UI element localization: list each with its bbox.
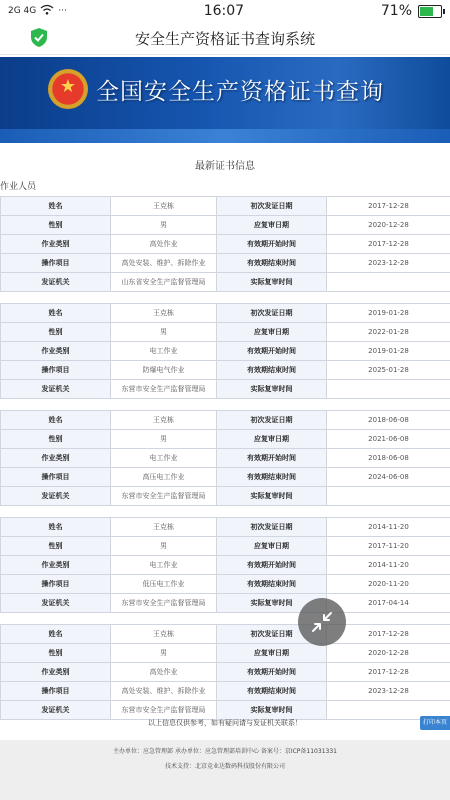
record-row <box>1 273 450 292</box>
field-label-name: 姓名 <box>1 304 111 323</box>
field-value-first-date: 2014-11-20 <box>327 518 450 537</box>
field-value-project: 高压电工作业 <box>111 468 217 487</box>
collapse-arrows-icon <box>310 610 334 634</box>
field-value-authority: 山东省安全生产监督管理局 <box>111 273 217 292</box>
field-value-authority: 东营市安全生产监督管理局 <box>111 594 217 613</box>
field-label-valid-end: 有效期结束时间 <box>217 468 327 487</box>
shield-icon <box>30 27 48 48</box>
field-value-valid-end: 2020-11-20 <box>327 575 450 594</box>
field-value-project: 低压电工作业 <box>111 575 217 594</box>
field-label-name: 姓名 <box>1 625 111 644</box>
field-label-project: 操作项目 <box>1 682 111 701</box>
record-row <box>1 625 450 644</box>
record-row <box>1 411 450 430</box>
field-value-category: 高处作业 <box>111 663 217 682</box>
field-value-review-date: 2017-11-20 <box>327 537 450 556</box>
record-row <box>1 197 450 216</box>
footer-line-support: 技术支持：北京竞业达数码科技股份有限公司 <box>164 763 285 770</box>
field-label-category: 作业类别 <box>1 342 111 361</box>
battery-group <box>381 3 442 19</box>
field-label-authority: 发证机关 <box>1 273 111 292</box>
field-value-name: 王克栋 <box>111 197 217 216</box>
record-row <box>1 487 450 506</box>
field-value-category: 电工作业 <box>111 556 217 575</box>
app-title-bar <box>0 22 450 55</box>
field-label-name: 姓名 <box>1 411 111 430</box>
field-label-project: 操作项目 <box>1 468 111 487</box>
field-value-first-date: 2017-12-28 <box>327 625 450 644</box>
field-value-valid-start: 2019-01-28 <box>327 342 450 361</box>
field-label-valid-end: 有效期结束时间 <box>217 575 327 594</box>
field-label-first-date: 初次发证日期 <box>217 625 327 644</box>
field-value-valid-start: 2017-12-28 <box>327 235 450 254</box>
record-row <box>1 644 450 663</box>
field-value-valid-end: 2023-12-28 <box>327 254 450 273</box>
record-row <box>1 216 450 235</box>
field-value-actual-review <box>327 380 450 399</box>
banner-ribbon <box>0 129 450 143</box>
record-row <box>1 468 450 487</box>
record-row <box>1 235 450 254</box>
field-value-actual-review <box>327 487 450 506</box>
field-value-project: 防爆电气作业 <box>111 361 217 380</box>
field-value-valid-end: 2024-06-08 <box>327 468 450 487</box>
field-value-valid-end: 2025-01-28 <box>327 361 450 380</box>
battery-percent: 71% <box>380 3 412 19</box>
certificate-record <box>0 303 450 399</box>
record-row <box>1 594 450 613</box>
field-value-gender: 男 <box>111 644 217 663</box>
field-value-authority: 东营市安全生产监督管理局 <box>111 487 217 506</box>
field-value-gender: 男 <box>111 430 217 449</box>
battery-icon <box>418 5 442 18</box>
signal-group <box>8 4 67 18</box>
field-label-valid-end: 有效期结束时间 <box>217 254 327 273</box>
field-label-valid-end: 有效期结束时间 <box>217 682 327 701</box>
footer-line-organizer: 主办单位：应急管理部 承办单位：应急管理部培训中心 备案号：京ICP备11031331 <box>113 748 337 755</box>
section-subtitle: 作业人员 <box>0 182 37 192</box>
field-value-review-date: 2022-01-28 <box>327 323 450 342</box>
status-bar <box>0 0 450 22</box>
certificate-record <box>0 624 450 720</box>
field-value-name: 王克栋 <box>111 518 217 537</box>
field-value-gender: 男 <box>111 537 217 556</box>
field-label-gender: 性别 <box>1 537 111 556</box>
field-label-actual-review: 实际复审时间 <box>217 701 327 720</box>
field-value-first-date: 2019-01-28 <box>327 304 450 323</box>
field-label-actual-review: 实际复审时间 <box>217 594 327 613</box>
network-label: 2G 4G <box>8 6 37 16</box>
national-emblem-icon <box>48 69 88 109</box>
record-row <box>1 430 450 449</box>
field-label-gender: 性别 <box>1 644 111 663</box>
record-row <box>1 323 450 342</box>
field-value-name: 王克栋 <box>111 625 217 644</box>
record-row <box>1 361 450 380</box>
field-label-review-date: 应复审日期 <box>217 644 327 663</box>
field-value-first-date: 2018-06-08 <box>327 411 450 430</box>
field-value-category: 电工作业 <box>111 449 217 468</box>
field-value-name: 王克栋 <box>111 304 217 323</box>
field-value-project: 高处安装、维护、拆除作业 <box>111 682 217 701</box>
field-value-actual-review <box>327 273 450 292</box>
banner <box>0 57 450 143</box>
record-row <box>1 380 450 399</box>
field-label-gender: 性别 <box>1 323 111 342</box>
record-row <box>1 556 450 575</box>
field-label-gender: 性别 <box>1 430 111 449</box>
certificate-record <box>0 410 450 506</box>
record-row <box>1 682 450 701</box>
field-label-category: 作业类别 <box>1 556 111 575</box>
record-row <box>1 663 450 682</box>
record-row <box>1 342 450 361</box>
certificate-record <box>0 517 450 613</box>
field-label-authority: 发证机关 <box>1 701 111 720</box>
field-value-gender: 男 <box>111 216 217 235</box>
field-value-valid-start: 2014-11-20 <box>327 556 450 575</box>
record-row <box>1 304 450 323</box>
record-row <box>1 575 450 594</box>
field-value-first-date: 2017-12-28 <box>327 197 450 216</box>
field-label-actual-review: 实际复审时间 <box>217 273 327 292</box>
collapse-fab[interactable] <box>298 598 346 646</box>
field-label-actual-review: 实际复审时间 <box>217 380 327 399</box>
field-label-first-date: 初次发证日期 <box>217 304 327 323</box>
field-label-name: 姓名 <box>1 197 111 216</box>
field-label-gender: 性别 <box>1 216 111 235</box>
certificate-record <box>0 196 450 292</box>
field-label-project: 操作项目 <box>1 361 111 380</box>
field-label-category: 作业类别 <box>1 663 111 682</box>
field-value-authority: 东营市安全生产监督管理局 <box>111 380 217 399</box>
field-value-actual-review: 2017-04-14 <box>327 594 450 613</box>
field-label-valid-start: 有效期开始时间 <box>217 342 327 361</box>
field-value-project: 高处安装、维护、拆除作业 <box>111 254 217 273</box>
certificate-list <box>0 196 450 720</box>
field-value-category: 电工作业 <box>111 342 217 361</box>
footer <box>0 740 450 800</box>
record-row <box>1 449 450 468</box>
more-icon: ··· <box>58 6 67 16</box>
record-row <box>1 537 450 556</box>
field-label-review-date: 应复审日期 <box>217 216 327 235</box>
field-label-valid-start: 有效期开始时间 <box>217 235 327 254</box>
field-label-first-date: 初次发证日期 <box>217 518 327 537</box>
field-label-authority: 发证机关 <box>1 594 111 613</box>
field-label-name: 姓名 <box>1 518 111 537</box>
field-value-review-date: 2020-12-28 <box>327 216 450 235</box>
field-value-review-date: 2020-12-28 <box>327 644 450 663</box>
field-label-first-date: 初次发证日期 <box>217 411 327 430</box>
record-row <box>1 518 450 537</box>
clock: 16:07 <box>203 3 245 19</box>
field-label-category: 作业类别 <box>1 449 111 468</box>
field-value-valid-start: 2017-12-28 <box>327 663 450 682</box>
field-label-review-date: 应复审日期 <box>217 323 327 342</box>
field-value-name: 王克栋 <box>111 411 217 430</box>
banner-title: 全国安全生产资格证书查询 <box>96 79 384 105</box>
field-value-valid-start: 2018-06-08 <box>327 449 450 468</box>
field-label-valid-start: 有效期开始时间 <box>217 663 327 682</box>
print-button[interactable]: 打印本页 <box>420 716 450 730</box>
field-value-review-date: 2021-06-08 <box>327 430 450 449</box>
field-label-actual-review: 实际复审时间 <box>217 487 327 506</box>
field-value-authority: 东营市安全生产监督管理局 <box>111 701 217 720</box>
field-label-project: 操作项目 <box>1 575 111 594</box>
field-label-review-date: 应复审日期 <box>217 430 327 449</box>
notice-text: 以上信息仅供参考，如有疑问请与发证机关联系！ <box>148 719 302 727</box>
page-title: 安全生产资格证书查询系统 <box>134 29 315 48</box>
field-label-authority: 发证机关 <box>1 487 111 506</box>
field-label-valid-start: 有效期开始时间 <box>217 556 327 575</box>
field-label-category: 作业类别 <box>1 235 111 254</box>
field-label-authority: 发证机关 <box>1 380 111 399</box>
field-label-valid-end: 有效期结束时间 <box>217 361 327 380</box>
section-title: 最新证书信息 <box>195 161 255 172</box>
wifi-icon <box>40 4 54 18</box>
field-value-category: 高处作业 <box>111 235 217 254</box>
field-label-review-date: 应复审日期 <box>217 537 327 556</box>
record-row <box>1 254 450 273</box>
field-value-valid-end: 2023-12-28 <box>327 682 450 701</box>
field-label-project: 操作项目 <box>1 254 111 273</box>
field-label-valid-start: 有效期开始时间 <box>217 449 327 468</box>
field-label-first-date: 初次发证日期 <box>217 197 327 216</box>
field-value-gender: 男 <box>111 323 217 342</box>
